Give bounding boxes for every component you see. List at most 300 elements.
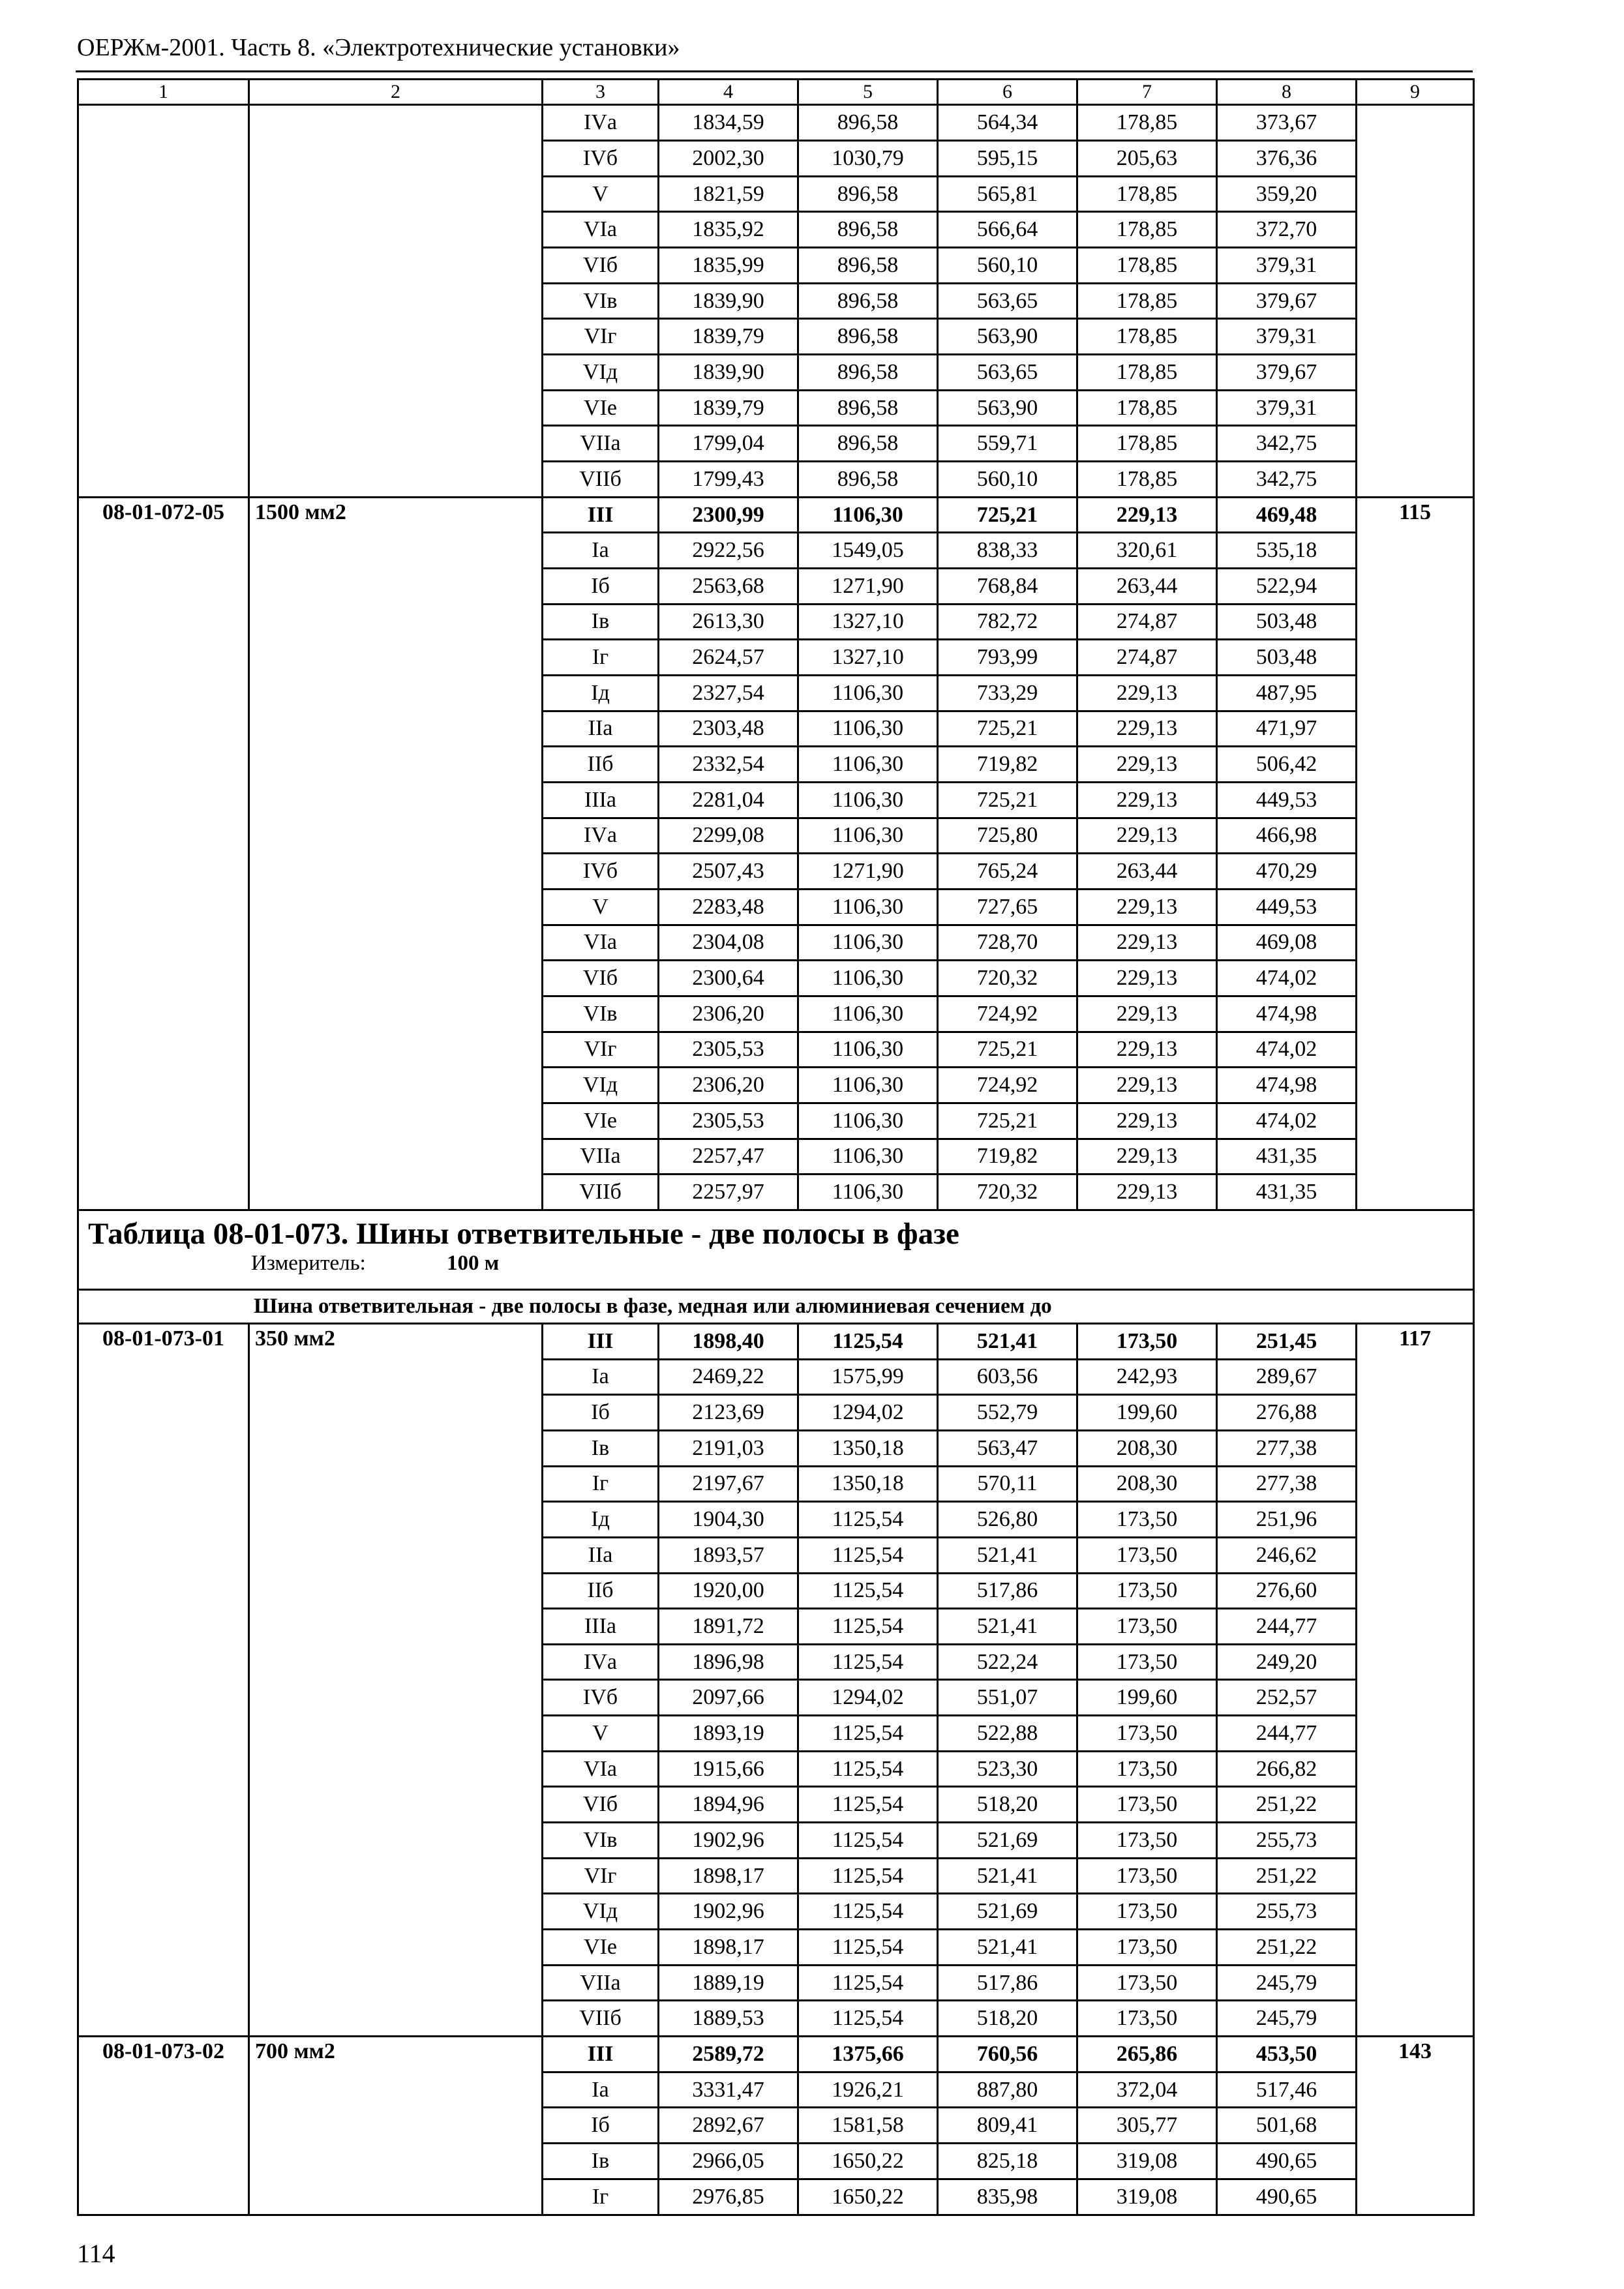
value-cell: 1902,96: [659, 1894, 798, 1930]
value-cell: 720,32: [938, 1174, 1077, 1210]
value-cell: 1920,00: [659, 1573, 798, 1609]
value-cell: 1893,19: [659, 1716, 798, 1752]
value-cell: 724,92: [938, 1068, 1077, 1103]
value-cell: 1125,54: [798, 1930, 938, 1966]
value-cell: 563,47: [938, 1430, 1077, 1466]
value-cell: 1106,30: [798, 925, 938, 961]
value-cell: 251,22: [1217, 1930, 1357, 1966]
value-cell: 487,95: [1217, 675, 1357, 711]
value-cell: 793,99: [938, 640, 1077, 676]
value-cell: 229,13: [1077, 675, 1217, 711]
value-cell: 173,50: [1077, 1930, 1217, 1966]
value-cell: 173,50: [1077, 1787, 1217, 1823]
value-cell: 1327,10: [798, 604, 938, 640]
value-cell: 1106,30: [798, 1174, 938, 1210]
column-number-cell: 3: [543, 80, 659, 105]
value-cell: 2097,66: [659, 1680, 798, 1716]
value-cell: 2303,48: [659, 711, 798, 747]
zone-cell: IVа: [543, 1644, 659, 1680]
value-cell: 1125,54: [798, 1858, 938, 1894]
value-cell: 521,69: [938, 1823, 1077, 1859]
zone-cell: Iв: [543, 2144, 659, 2179]
value-cell: 178,85: [1077, 176, 1217, 212]
table-row: [78, 1323, 1474, 1359]
value-cell: 1125,54: [798, 1787, 938, 1823]
value-cell: 2304,08: [659, 925, 798, 961]
value-cell: 1375,66: [798, 2037, 938, 2072]
value-cell: 1898,40: [659, 1323, 798, 1359]
value-cell: 173,50: [1077, 2001, 1217, 2037]
value-cell: 521,69: [938, 1894, 1077, 1930]
value-cell: 449,53: [1217, 782, 1357, 818]
value-cell: 768,84: [938, 569, 1077, 605]
value-cell: 229,13: [1077, 1139, 1217, 1174]
value-cell: 276,88: [1217, 1395, 1357, 1431]
value-cell: 2922,56: [659, 533, 798, 569]
zone-cell: VIд: [543, 355, 659, 391]
zone-cell: Iа: [543, 1359, 659, 1395]
value-cell: 199,60: [1077, 1680, 1217, 1716]
value-cell: 178,85: [1077, 248, 1217, 284]
value-cell: 559,71: [938, 426, 1077, 462]
zone-cell: V: [543, 889, 659, 925]
value-cell: 379,31: [1217, 319, 1357, 355]
value-cell: 523,30: [938, 1751, 1077, 1787]
value-cell: 178,85: [1077, 390, 1217, 426]
value-cell: 1125,54: [798, 1823, 938, 1859]
value-cell: 521,41: [938, 1323, 1077, 1359]
value-cell: 835,98: [938, 2179, 1077, 2215]
value-cell: 277,38: [1217, 1430, 1357, 1466]
value-cell: 1125,54: [798, 2001, 938, 2037]
value-cell: 2123,69: [659, 1395, 798, 1431]
value-cell: 229,13: [1077, 1068, 1217, 1103]
value-cell: 474,98: [1217, 996, 1357, 1032]
value-cell: 2283,48: [659, 889, 798, 925]
unit-number-cell: 117: [1357, 1323, 1474, 2036]
value-cell: 466,98: [1217, 818, 1357, 854]
value-cell: 1835,99: [659, 248, 798, 284]
value-cell: 245,79: [1217, 1965, 1357, 2001]
table-heading-row: [78, 1210, 1474, 1289]
value-cell: 474,02: [1217, 1032, 1357, 1068]
value-cell: 449,53: [1217, 889, 1357, 925]
zone-cell: Iд: [543, 675, 659, 711]
zone-cell: VIIа: [543, 1965, 659, 2001]
value-cell: 1581,58: [798, 2108, 938, 2144]
rate-name-cell: 700 мм2: [249, 2037, 543, 2215]
value-cell: 1125,54: [798, 1323, 938, 1359]
value-cell: 563,90: [938, 319, 1077, 355]
value-cell: 782,72: [938, 604, 1077, 640]
value-cell: 251,22: [1217, 1787, 1357, 1823]
column-number-cell: 2: [249, 80, 543, 105]
value-cell: 506,42: [1217, 747, 1357, 783]
column-number-row: [78, 80, 1474, 105]
zone-cell: Iа: [543, 533, 659, 569]
price-table: [77, 78, 1475, 2216]
zone-cell: IIIа: [543, 782, 659, 818]
value-cell: 173,50: [1077, 1858, 1217, 1894]
value-cell: 2507,43: [659, 854, 798, 890]
value-cell: 719,82: [938, 1139, 1077, 1174]
column-number-cell: 5: [798, 80, 938, 105]
value-cell: 376,36: [1217, 141, 1357, 177]
value-cell: 229,13: [1077, 747, 1217, 783]
rate-name-cell: 350 мм2: [249, 1323, 543, 2036]
value-cell: 2300,99: [659, 497, 798, 533]
value-cell: 535,18: [1217, 533, 1357, 569]
value-cell: 518,20: [938, 1787, 1077, 1823]
value-cell: 229,13: [1077, 1032, 1217, 1068]
value-cell: 565,81: [938, 176, 1077, 212]
value-cell: 595,15: [938, 141, 1077, 177]
value-cell: 725,21: [938, 497, 1077, 533]
value-cell: 379,67: [1217, 355, 1357, 391]
value-cell: 563,90: [938, 390, 1077, 426]
rate-code-cell: 08-01-073-01: [78, 1323, 249, 2036]
value-cell: 1889,53: [659, 2001, 798, 2037]
value-cell: 244,77: [1217, 1716, 1357, 1752]
value-cell: 229,13: [1077, 1174, 1217, 1210]
value-cell: 1902,96: [659, 1823, 798, 1859]
value-cell: 229,13: [1077, 889, 1217, 925]
value-cell: 725,21: [938, 711, 1077, 747]
value-cell: 245,79: [1217, 2001, 1357, 2037]
column-number-cell: 6: [938, 80, 1077, 105]
value-cell: 251,22: [1217, 1858, 1357, 1894]
value-cell: 517,46: [1217, 2072, 1357, 2108]
zone-cell: Iб: [543, 1395, 659, 1431]
value-cell: 521,41: [938, 1930, 1077, 1966]
value-cell: 251,96: [1217, 1502, 1357, 1538]
value-cell: 372,70: [1217, 212, 1357, 248]
value-cell: 564,34: [938, 105, 1077, 141]
value-cell: 178,85: [1077, 355, 1217, 391]
value-cell: 2966,05: [659, 2144, 798, 2179]
value-cell: 725,21: [938, 1032, 1077, 1068]
value-cell: 563,65: [938, 283, 1077, 319]
value-cell: 560,10: [938, 248, 1077, 284]
value-cell: 178,85: [1077, 212, 1217, 248]
zone-cell: III: [543, 2037, 659, 2072]
value-cell: 1575,99: [798, 1359, 938, 1395]
value-cell: 2892,67: [659, 2108, 798, 2144]
zone-cell: IIб: [543, 747, 659, 783]
value-cell: 1125,54: [798, 1894, 938, 1930]
value-cell: 178,85: [1077, 426, 1217, 462]
value-cell: 173,50: [1077, 1751, 1217, 1787]
value-cell: 728,70: [938, 925, 1077, 961]
value-cell: 173,50: [1077, 1502, 1217, 1538]
zone-cell: VIа: [543, 925, 659, 961]
column-number-cell: 1: [78, 80, 249, 105]
value-cell: 208,30: [1077, 1430, 1217, 1466]
zone-cell: VIе: [543, 1930, 659, 1966]
value-cell: 1106,30: [798, 675, 938, 711]
value-cell: 372,04: [1077, 2072, 1217, 2108]
zone-cell: V: [543, 1716, 659, 1752]
header-divider: [76, 70, 1473, 72]
value-cell: 1821,59: [659, 176, 798, 212]
value-cell: 469,08: [1217, 925, 1357, 961]
value-cell: 490,65: [1217, 2144, 1357, 2179]
zone-cell: VIа: [543, 212, 659, 248]
value-cell: 453,50: [1217, 2037, 1357, 2072]
value-cell: 724,92: [938, 996, 1077, 1032]
value-cell: 2305,53: [659, 1103, 798, 1139]
value-cell: 521,41: [938, 1609, 1077, 1645]
value-cell: 733,29: [938, 675, 1077, 711]
zone-cell: III: [543, 1323, 659, 1359]
value-cell: 469,48: [1217, 497, 1357, 533]
zone-cell: IIб: [543, 1573, 659, 1609]
value-cell: 431,35: [1217, 1139, 1357, 1174]
value-cell: 2306,20: [659, 996, 798, 1032]
value-cell: 490,65: [1217, 2179, 1357, 2215]
value-cell: 173,50: [1077, 1894, 1217, 1930]
value-cell: 208,30: [1077, 1466, 1217, 1502]
zone-cell: VIб: [543, 1787, 659, 1823]
value-cell: 229,13: [1077, 996, 1217, 1032]
value-cell: 896,58: [798, 319, 938, 355]
value-cell: 2306,20: [659, 1068, 798, 1103]
value-cell: 1650,22: [798, 2179, 938, 2215]
value-cell: 2469,22: [659, 1359, 798, 1395]
value-cell: 1839,79: [659, 390, 798, 426]
value-cell: 1106,30: [798, 1103, 938, 1139]
value-cell: 178,85: [1077, 462, 1217, 498]
value-cell: 1839,90: [659, 283, 798, 319]
zone-cell: VIг: [543, 319, 659, 355]
table-row: [78, 2037, 1474, 2072]
value-cell: 2332,54: [659, 747, 798, 783]
value-cell: 178,85: [1077, 319, 1217, 355]
value-cell: 1350,18: [798, 1430, 938, 1466]
value-cell: 1106,30: [798, 1068, 938, 1103]
section-title: Шина ответвительная - две полосы в фазе, медная или алюминиевая сечением до: [78, 1290, 1474, 1324]
value-cell: 244,77: [1217, 1609, 1357, 1645]
value-cell: 320,61: [1077, 533, 1217, 569]
zone-cell: Iа: [543, 2072, 659, 2108]
value-cell: 277,38: [1217, 1466, 1357, 1502]
zone-cell: VIа: [543, 1751, 659, 1787]
value-cell: 229,13: [1077, 782, 1217, 818]
value-cell: 503,48: [1217, 640, 1357, 676]
value-cell: 276,60: [1217, 1573, 1357, 1609]
value-cell: 1125,54: [798, 1537, 938, 1573]
column-number-cell: 7: [1077, 80, 1217, 105]
zone-cell: VIг: [543, 1858, 659, 1894]
value-cell: 474,02: [1217, 961, 1357, 996]
value-cell: 552,79: [938, 1395, 1077, 1431]
value-cell: 517,86: [938, 1965, 1077, 2001]
zone-cell: Iв: [543, 1430, 659, 1466]
value-cell: 825,18: [938, 2144, 1077, 2179]
zone-cell: Iг: [543, 2179, 659, 2215]
value-cell: 896,58: [798, 283, 938, 319]
value-cell: 1106,30: [798, 961, 938, 996]
value-cell: 229,13: [1077, 1103, 1217, 1139]
value-cell: 501,68: [1217, 2108, 1357, 2144]
value-cell: 173,50: [1077, 1644, 1217, 1680]
value-cell: 319,08: [1077, 2144, 1217, 2179]
rate-code-cell: [78, 105, 249, 497]
value-cell: 274,87: [1077, 604, 1217, 640]
value-cell: 521,41: [938, 1858, 1077, 1894]
value-cell: 305,77: [1077, 2108, 1217, 2144]
value-cell: 359,20: [1217, 176, 1357, 212]
value-cell: 2563,68: [659, 569, 798, 605]
zone-cell: VIIб: [543, 1174, 659, 1210]
value-cell: 1327,10: [798, 640, 938, 676]
value-cell: 474,02: [1217, 1103, 1357, 1139]
value-cell: 1549,05: [798, 533, 938, 569]
value-cell: 517,86: [938, 1573, 1077, 1609]
value-cell: 1125,54: [798, 1502, 938, 1538]
value-cell: 1106,30: [798, 747, 938, 783]
value-cell: 1106,30: [798, 782, 938, 818]
value-cell: 173,50: [1077, 1323, 1217, 1359]
value-cell: 1125,54: [798, 1573, 938, 1609]
value-cell: 2613,30: [659, 604, 798, 640]
value-cell: 2624,57: [659, 640, 798, 676]
value-cell: 342,75: [1217, 462, 1357, 498]
zone-cell: Iд: [543, 1502, 659, 1538]
zone-cell: IVб: [543, 854, 659, 890]
value-cell: 1894,96: [659, 1787, 798, 1823]
value-cell: 560,10: [938, 462, 1077, 498]
value-cell: 229,13: [1077, 497, 1217, 533]
value-cell: 3331,47: [659, 2072, 798, 2108]
value-cell: 896,58: [798, 176, 938, 212]
value-cell: 173,50: [1077, 1716, 1217, 1752]
value-cell: 379,31: [1217, 390, 1357, 426]
zone-cell: VIIб: [543, 2001, 659, 2037]
value-cell: 1891,72: [659, 1609, 798, 1645]
table-heading-cell: [78, 1210, 1474, 1289]
page-number: 114: [77, 2239, 115, 2268]
value-cell: 178,85: [1077, 283, 1217, 319]
value-cell: 725,21: [938, 782, 1077, 818]
value-cell: 1898,17: [659, 1930, 798, 1966]
value-cell: 255,73: [1217, 1894, 1357, 1930]
value-cell: 266,82: [1217, 1751, 1357, 1787]
value-cell: 2300,64: [659, 961, 798, 996]
zone-cell: VIIа: [543, 426, 659, 462]
value-cell: 2589,72: [659, 2037, 798, 2072]
rate-code-cell: 08-01-072-05: [78, 497, 249, 1210]
zone-cell: IVа: [543, 818, 659, 854]
value-cell: 342,75: [1217, 426, 1357, 462]
zone-cell: IIIа: [543, 1609, 659, 1645]
value-cell: 2191,03: [659, 1430, 798, 1466]
value-cell: 431,35: [1217, 1174, 1357, 1210]
table-title: Таблица 08-01-073. Шины ответвительные - две полосы в фазе: [88, 1216, 959, 1251]
value-cell: 246,62: [1217, 1537, 1357, 1573]
zone-cell: IIа: [543, 711, 659, 747]
zone-cell: VIе: [543, 390, 659, 426]
value-cell: 205,63: [1077, 141, 1217, 177]
value-cell: 603,56: [938, 1359, 1077, 1395]
zone-cell: Iб: [543, 2108, 659, 2144]
value-cell: 887,80: [938, 2072, 1077, 2108]
zone-cell: VIIа: [543, 1139, 659, 1174]
value-cell: 263,44: [1077, 569, 1217, 605]
unit-number-cell: [1357, 105, 1474, 497]
value-cell: 2976,85: [659, 2179, 798, 2215]
value-cell: 2002,30: [659, 141, 798, 177]
value-cell: 1896,98: [659, 1644, 798, 1680]
value-cell: 263,44: [1077, 854, 1217, 890]
column-number-cell: 8: [1217, 80, 1357, 105]
value-cell: 526,80: [938, 1502, 1077, 1538]
value-cell: 379,31: [1217, 248, 1357, 284]
document-header-title: ОЕРЖм-2001. Часть 8. «Электротехнические установки»: [77, 34, 680, 61]
value-cell: 522,24: [938, 1644, 1077, 1680]
value-cell: 896,58: [798, 390, 938, 426]
zone-cell: VIд: [543, 1894, 659, 1930]
value-cell: 178,85: [1077, 105, 1217, 141]
value-cell: 1106,30: [798, 497, 938, 533]
table-row: [78, 497, 1474, 533]
zone-cell: IVб: [543, 141, 659, 177]
value-cell: 521,41: [938, 1537, 1077, 1573]
value-cell: 274,87: [1077, 640, 1217, 676]
section-row: [78, 1290, 1474, 1324]
measure-line: [88, 1251, 1464, 1276]
value-cell: 765,24: [938, 854, 1077, 890]
zone-cell: VIв: [543, 1823, 659, 1859]
value-cell: 551,07: [938, 1680, 1077, 1716]
value-cell: 251,45: [1217, 1323, 1357, 1359]
rate-code-cell: 08-01-073-02: [78, 2037, 249, 2215]
value-cell: 1106,30: [798, 1139, 938, 1174]
value-cell: 563,65: [938, 355, 1077, 391]
value-cell: 727,65: [938, 889, 1077, 925]
value-cell: 1125,54: [798, 1716, 938, 1752]
value-cell: 173,50: [1077, 1609, 1217, 1645]
table-row: [78, 105, 1474, 141]
value-cell: 896,58: [798, 426, 938, 462]
value-cell: 1898,17: [659, 1858, 798, 1894]
zone-cell: Iг: [543, 640, 659, 676]
column-number-cell: 9: [1357, 80, 1474, 105]
value-cell: 255,73: [1217, 1823, 1357, 1859]
zone-cell: IVб: [543, 1680, 659, 1716]
value-cell: 503,48: [1217, 604, 1357, 640]
value-cell: 522,94: [1217, 569, 1357, 605]
value-cell: 1915,66: [659, 1751, 798, 1787]
value-cell: 896,58: [798, 105, 938, 141]
value-cell: 518,20: [938, 2001, 1077, 2037]
value-cell: 1835,92: [659, 212, 798, 248]
value-cell: 760,56: [938, 2037, 1077, 2072]
value-cell: 725,21: [938, 1103, 1077, 1139]
value-cell: 1271,90: [798, 569, 938, 605]
value-cell: 2327,54: [659, 675, 798, 711]
value-cell: 2257,97: [659, 1174, 798, 1210]
value-cell: 173,50: [1077, 1573, 1217, 1609]
value-cell: 1839,79: [659, 319, 798, 355]
value-cell: 319,08: [1077, 2179, 1217, 2215]
value-cell: 474,98: [1217, 1068, 1357, 1103]
value-cell: 2281,04: [659, 782, 798, 818]
value-cell: 173,50: [1077, 1823, 1217, 1859]
value-cell: 720,32: [938, 961, 1077, 996]
value-cell: 896,58: [798, 355, 938, 391]
value-cell: 570,11: [938, 1466, 1077, 1502]
